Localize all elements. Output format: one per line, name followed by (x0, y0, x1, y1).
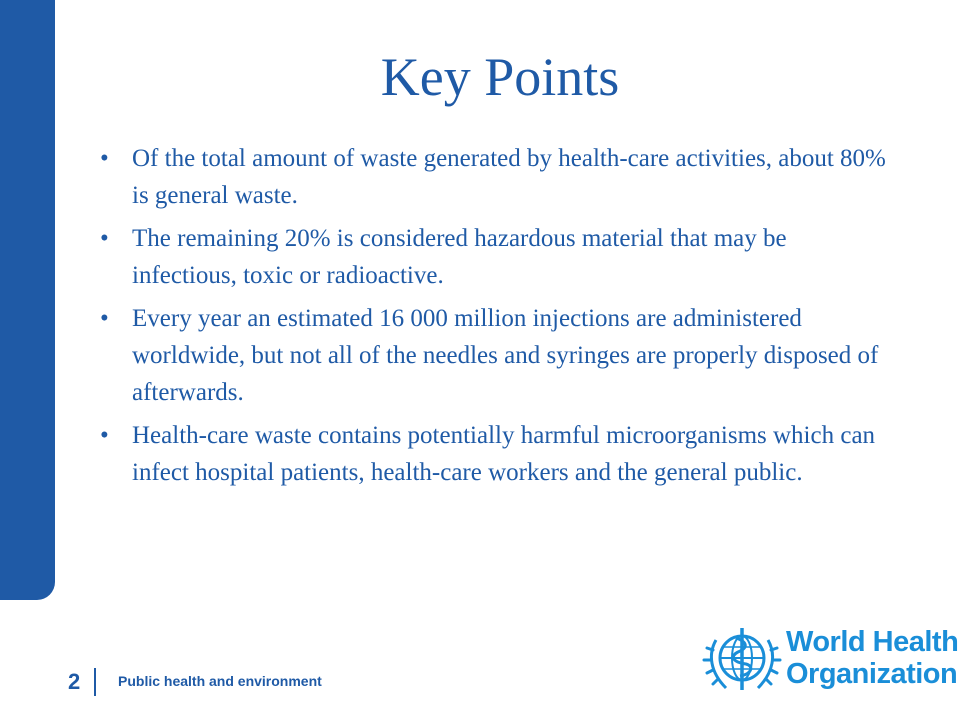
who-logo (702, 620, 959, 700)
who-wordmark-line2: Organization (786, 658, 958, 690)
page-number: 2 (68, 669, 81, 694)
bullet-item (100, 300, 890, 411)
bullet-item (100, 220, 890, 294)
bullet-dot-icon: • (100, 422, 109, 449)
bullet-item (100, 140, 890, 214)
bullet-text: Health-care waste contains potentially harmful microorganisms which can infect hospital patients, health-care workers and the general public. (132, 422, 876, 486)
bullet-dot-icon: • (100, 225, 109, 252)
bullet-text: Of the total amount of waste generated by health-care activities, about 80% is general waste. (132, 145, 886, 209)
footer-section-title: Public health and environment (118, 673, 322, 689)
bullet-list (100, 140, 890, 497)
bullet-text: The remaining 20% is considered hazardous material that may be infectious, toxic or radioactive. (132, 225, 787, 289)
slide-title: Key Points (380, 47, 620, 107)
footer-divider (94, 668, 96, 696)
who-wordmark-line1: World Health (786, 626, 959, 658)
bullet-item (100, 417, 890, 491)
bullet-dot-icon: • (100, 305, 109, 332)
bullet-text: Every year an estimated 16 000 million injections are administered worldwide, but not all of the needles and syringes are properly disposed of afterwards. (132, 305, 879, 406)
bullet-dot-icon: • (100, 145, 109, 172)
left-accent-bar (0, 0, 55, 600)
who-wordmark (786, 626, 958, 690)
who-emblem-icon (702, 620, 782, 700)
